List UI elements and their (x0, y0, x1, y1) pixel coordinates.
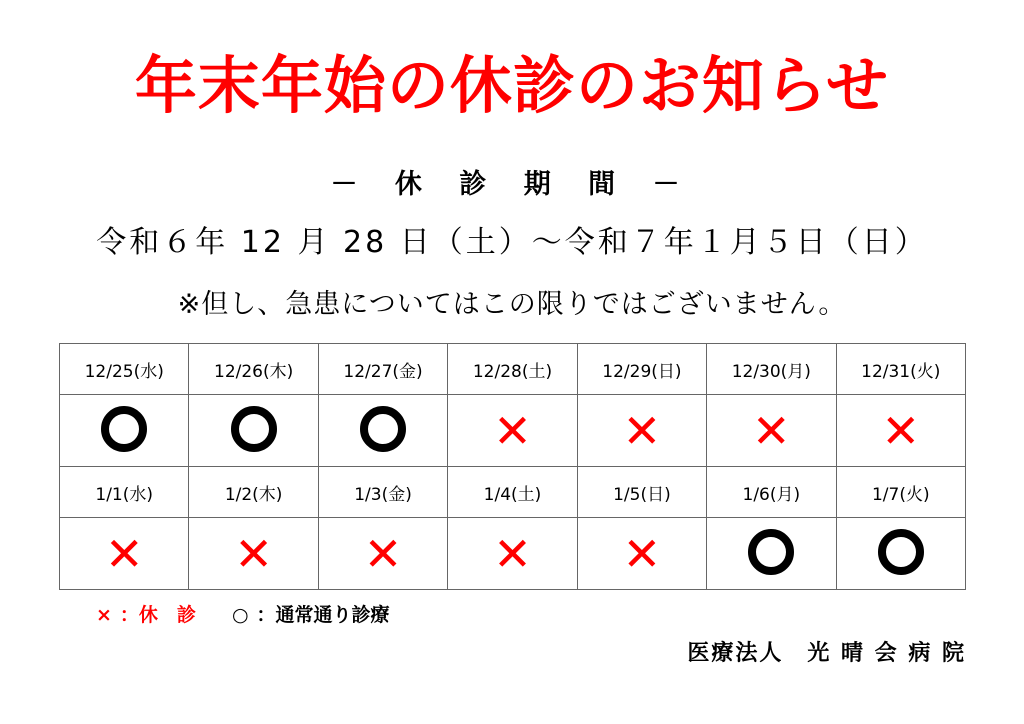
status-cell (577, 395, 706, 467)
date-row (60, 344, 966, 395)
date-cell: 12/31(火) (836, 344, 965, 395)
closed-cross-icon: ✕ (493, 526, 532, 581)
closed-cross-icon: ✕ (881, 403, 921, 458)
status-cell (836, 395, 965, 467)
status-cell (318, 518, 447, 590)
closed-cross-icon: ✕ (234, 526, 273, 581)
status-cell (448, 395, 577, 467)
status-cell (577, 518, 706, 590)
legend-open-label: ：通常通り診療 (256, 604, 390, 626)
legend (96, 600, 398, 627)
closed-cross-icon: ✕ (363, 526, 403, 581)
status-cell (318, 395, 447, 467)
closed-cross-icon: ✕ (493, 403, 532, 458)
date-cell: 1/1(水) (60, 467, 189, 518)
holiday-calendar-table (59, 343, 966, 590)
closure-period-heading: － 休 診 期 間 － (330, 169, 694, 200)
date-cell: 12/29(日) (577, 344, 706, 395)
date-cell: 12/25(水) (60, 344, 189, 395)
date-cell: 12/27(金) (318, 344, 447, 395)
legend-open-symbol: ○ (231, 604, 249, 626)
legend-closed-symbol: × (96, 604, 112, 626)
status-cell (836, 518, 965, 590)
open-circle-icon (360, 406, 406, 452)
status-cell (448, 518, 577, 590)
status-cell (707, 518, 836, 590)
open-circle-icon (101, 406, 147, 452)
emergency-note: ※但し、急患についてはこの限りではございません。 (177, 289, 847, 320)
status-cell (60, 518, 189, 590)
date-cell: 1/7(火) (836, 467, 965, 518)
date-row (60, 467, 966, 518)
closed-cross-icon: ✕ (622, 526, 662, 581)
status-cell (60, 395, 189, 467)
open-circle-icon (748, 529, 794, 575)
open-circle-icon (878, 529, 924, 575)
date-cell: 12/28(土) (448, 344, 577, 395)
open-circle-icon (231, 406, 277, 452)
closure-period-dates: 令和６年 12 月 28 日（土）～令和７年１月５日（日） (96, 225, 928, 260)
legend-closed-label: ：休 診 (119, 604, 196, 626)
status-row (60, 518, 966, 590)
status-cell (189, 395, 318, 467)
date-cell: 1/5(日) (577, 467, 706, 518)
closed-cross-icon: ✕ (104, 526, 144, 581)
status-row (60, 395, 966, 467)
date-cell: 1/4(土) (448, 467, 577, 518)
page-title: 年末年始の休診のお知らせ (134, 49, 890, 122)
date-cell: 1/6(月) (707, 467, 836, 518)
date-cell: 12/30(月) (707, 344, 836, 395)
status-cell (707, 395, 836, 467)
date-cell: 12/26(木) (189, 344, 318, 395)
hospital-name: 医療法人 光 晴 会 病 院 (687, 641, 966, 666)
closed-cross-icon: ✕ (622, 403, 662, 458)
status-cell (189, 518, 318, 590)
closed-cross-icon: ✕ (752, 403, 791, 458)
date-cell: 1/3(金) (318, 467, 447, 518)
date-cell: 1/2(木) (189, 467, 318, 518)
